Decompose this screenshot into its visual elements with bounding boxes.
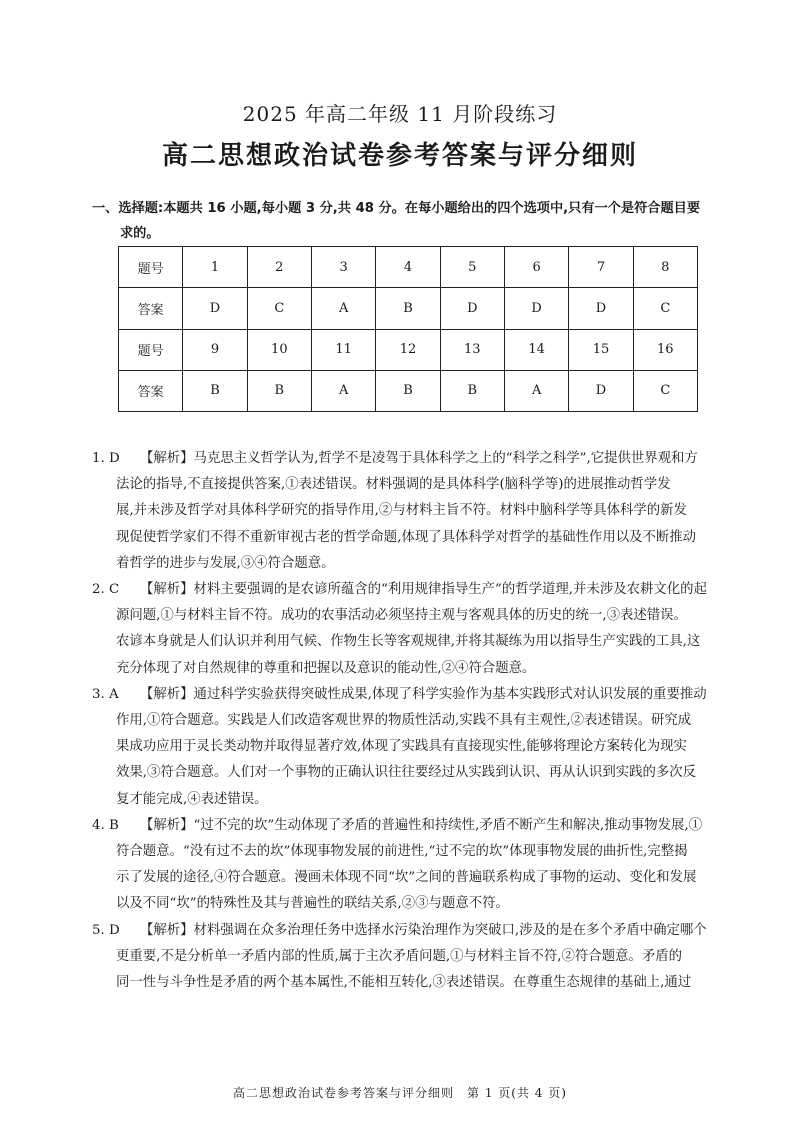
explanation-item <box>92 577 712 682</box>
table-cell: 12 <box>376 329 440 370</box>
table-cell: 3 <box>311 247 375 288</box>
explanation-text: 【解析】“过不完的坎”生动体现了矛盾的普遍性和持续性,矛盾不断产生和解决,推动事物发展,① <box>140 817 703 833</box>
question-answer-label: 3. A <box>92 686 119 702</box>
question-answer-label: 1. D <box>92 451 120 466</box>
row-header-cell: 答案 <box>119 370 183 411</box>
explanation-text: 同一性与斗争性是矛盾的两个基本属性,不能相互转化,③表述错误。在尊重生态规律的基础上,通过 <box>116 975 692 991</box>
table-cell: 11 <box>311 329 375 370</box>
table-cell: D <box>504 288 568 329</box>
explanation-text: 果成功应用于灵长类动物并取得显著疗效,体现了实践具有直接现实性,能够将理论方案转化为现实 <box>116 739 687 755</box>
table-cell: B <box>440 370 504 411</box>
question-answer-label: 2. C <box>92 582 120 598</box>
table-cell: 6 <box>504 247 568 288</box>
explanation-first-line <box>92 682 712 708</box>
table-cell: 5 <box>440 247 504 288</box>
row-header-cell: 题号 <box>119 329 183 370</box>
section-heading-line1: 一、选择题:本题共 16 小题,每小题 3 分,共 48 分。在每小题给出的四个选项中,只有一个是符合题目要 <box>92 201 701 216</box>
table-cell: 4 <box>376 247 440 288</box>
question-answer-label: 5. D <box>92 922 120 938</box>
table-row <box>119 370 698 411</box>
explanation-first-line <box>92 577 712 603</box>
table-cell: B <box>376 370 440 411</box>
row-header-cell: 题号 <box>119 247 183 288</box>
table-row <box>119 247 698 288</box>
explanation-text: 现促使哲学家们不得不重新审视古老的哲学命题,体现了具体科学对哲学的基础性作用以及不断推动 <box>116 529 697 545</box>
table-row <box>119 329 698 370</box>
table-cell: A <box>504 370 568 411</box>
question-answer-label: 4. B <box>92 817 119 833</box>
section-heading-line2: 求的。 <box>120 226 160 241</box>
table-cell: 1 <box>183 247 247 288</box>
table-cell: A <box>311 370 375 411</box>
explanation-text: 【解析】材料强调在众多治理任务中选择水污染治理作为突破口,涉及的是在多个矛盾中确定哪个 <box>140 922 707 938</box>
row-header-cell: 答案 <box>119 288 183 329</box>
table-cell: C <box>633 370 697 411</box>
explanation-item <box>92 918 712 997</box>
table-cell: B <box>183 370 247 411</box>
table-cell: 13 <box>440 329 504 370</box>
explanation-text: 复才能完成,④表述错误。 <box>116 791 268 807</box>
table-cell: 10 <box>247 329 311 370</box>
table-cell: D <box>183 288 247 329</box>
explanation-first-line <box>92 446 712 472</box>
table-cell: 7 <box>569 247 633 288</box>
explanation-text: 充分体现了对自然规律的尊重和把握以及意识的能动性,②④符合题意。 <box>116 660 536 676</box>
table-cell: C <box>633 288 697 329</box>
document-title: 高二思想政治试卷参考答案与评分细则 <box>161 141 638 171</box>
explanation-text: 以及不同“坎”的特殊性及其与普遍性的联结关系,②③与题意不符。 <box>116 896 509 912</box>
table-cell: D <box>569 288 633 329</box>
explanation-text: 着哲学的进步与发展,③④符合题意。 <box>116 555 335 571</box>
explanation-text: 作用,①符合题意。实践是人们改造客观世界的物质性活动,实践不具有主观性,②表述错误。研究成 <box>116 713 692 729</box>
table-cell: 14 <box>504 329 568 370</box>
explanation-item <box>92 682 712 813</box>
exam-title: 2025 年高二年级 11 月阶段练习 <box>242 102 558 126</box>
explanation-text: 展,并未涉及哲学对具体科学研究的指导作用,②与材料主旨不符。材料中脑科学等具体科学的新发 <box>116 503 687 519</box>
explanation-text: 【解析】通过科学实验获得突破性成果,体现了科学实验作为基本实践形式对认识发展的重要推动 <box>140 686 707 702</box>
explanation-text: 示了发展的途径,④符合题意。漫画未体现不同“坎”之间的普遍联系构成了事物的运动、变化和发展 <box>116 870 697 886</box>
table-row <box>119 288 698 329</box>
table-cell: 16 <box>633 329 697 370</box>
explanation-text: 符合题意。“没有过不去的坎”体现事物发展的前进性,“过不完的坎”体现事物发展的曲折性,完整揭 <box>116 844 688 860</box>
table-cell: D <box>569 370 633 411</box>
explanation-item <box>92 813 712 918</box>
answer-table <box>118 246 698 412</box>
table-cell: 9 <box>183 329 247 370</box>
explanation-text: 法论的指导,不直接提供答案,①表述错误。材料强调的是具体科学(脑科学等)的进展推动哲学发 <box>116 477 671 493</box>
table-cell: B <box>247 370 311 411</box>
explanation-text: 效果,③符合题意。人们对一个事物的正确认识往往要经过从实践到认识、再从认识到实践的多次反 <box>116 765 697 781</box>
table-cell: 15 <box>569 329 633 370</box>
table-cell: C <box>247 288 311 329</box>
page-footer: 高二思想政治试卷参考答案与评分细则 第 1 页(共 4 页) <box>233 1086 567 1100</box>
explanation-text: 农谚本身就是人们认识并利用气候、作物生长等客观规律,并将其凝练为用以指导生产实践的工具,这 <box>116 634 701 650</box>
explanation-text: 源问题,①与材料主旨不符。成功的农事活动必须坚持主观与客观具体的历史的统一,③表述错误。 <box>116 608 687 624</box>
section-heading <box>92 196 712 246</box>
explanation-text: 【解析】马克思主义哲学认为,哲学不是凌驾于具体科学之上的“科学之科学”,它提供世界观和方 <box>140 451 698 466</box>
explanation-text: 【解析】材料主要强调的是农谚所蕴含的“利用规律指导生产”的哲学道理,并未涉及农耕文化的起 <box>140 582 707 598</box>
table-cell: D <box>440 288 504 329</box>
table-cell: 8 <box>633 247 697 288</box>
explanation-first-line <box>92 918 712 944</box>
table-cell: B <box>376 288 440 329</box>
explanation-first-line <box>92 813 712 839</box>
explanation-text: 更重要,不是分析单一矛盾内部的性质,属于主次矛盾问题,①与材料主旨不符,②符合题意。矛盾的 <box>116 948 683 964</box>
explanations <box>92 446 712 996</box>
table-cell: 2 <box>247 247 311 288</box>
table-cell: A <box>311 288 375 329</box>
explanation-item <box>92 446 712 577</box>
